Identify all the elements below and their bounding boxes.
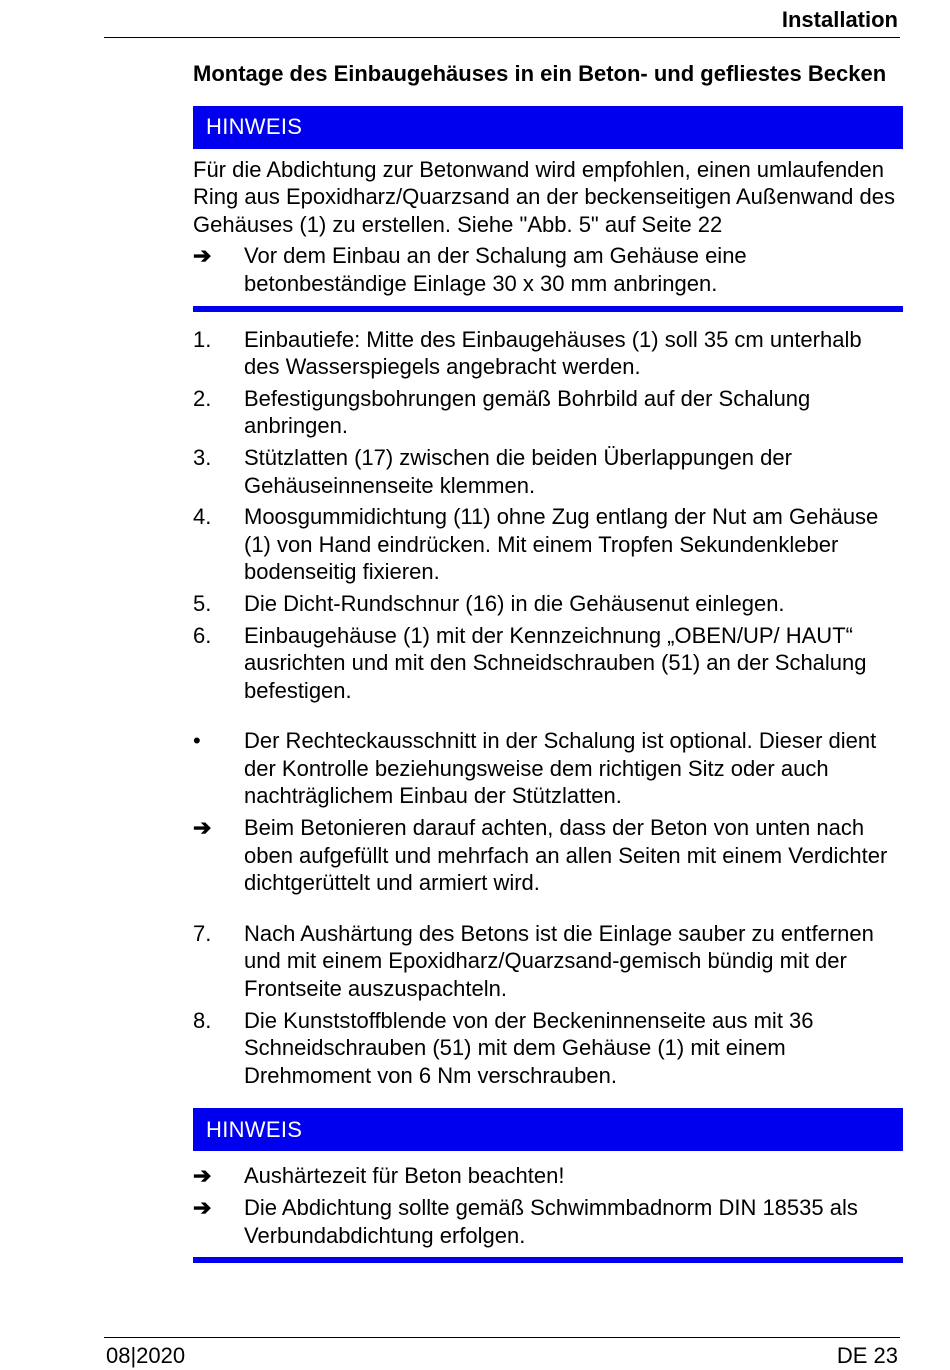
- step-text: Die Dicht-Rundschnur (16) in die Gehäusenut einlegen.: [244, 590, 785, 616]
- footer-date: 08|2020: [106, 1343, 186, 1368]
- notice-box-2: [193, 1108, 903, 1263]
- spacer: [193, 704, 903, 723]
- notice-label: HINWEIS: [206, 1117, 303, 1143]
- step-item: [193, 622, 903, 705]
- step-text: Nach Aushärtung des Betons ist die Einlage sauber zu entfernen und mit einem Epoxidharz/Quarzsand-gemisch bündig mit der Frontseite auszuspachteln.: [244, 920, 874, 1002]
- step-item: [193, 590, 903, 618]
- notice-body: [193, 1151, 903, 1249]
- arrow-right-icon: ➔: [193, 243, 212, 269]
- instruction-row: [193, 242, 903, 297]
- step-text: Einbautiefe: Mitte des Einbaugehäuses (1) soll 35 cm unterhalb des Wasserspiegels angebracht werden.: [244, 326, 862, 380]
- step-item: [193, 920, 903, 1003]
- page-content: [193, 60, 903, 1263]
- instruction-row: [193, 814, 903, 897]
- step-text: Die Kunststoffblende von der Beckeninnenseite aus mit 36 Schneidschrauben (51) mit dem Gehäuse (1) mit einem Drehmoment von 6 Nm verschrauben.: [244, 1007, 814, 1088]
- step-number: 5.: [193, 590, 212, 616]
- arrow-right-icon: ➔: [193, 1163, 212, 1189]
- instruction-text: Die Abdichtung sollte gemäß Schwimmbadnorm DIN 18535 als Verbundabdichtung erfolgen.: [244, 1195, 858, 1248]
- instruction-row: [193, 1194, 903, 1249]
- header-rule: [104, 37, 900, 38]
- step-list-b: [193, 920, 903, 1090]
- bullet-text: Der Rechteckausschnitt in der Schalung ist optional. Dieser dient der Kontrolle beziehungsweise dem richtigen Sitz oder auch nachträglichem Einbau der Stützlatten.: [244, 728, 877, 809]
- step-item: [193, 503, 903, 586]
- instruction-text: Aushärtezeit für Beton beachten!: [244, 1163, 565, 1189]
- instruction-text: Vor dem Einbau an der Schalung am Gehäuse eine betonbeständige Einlage 30 x 30 mm anbringen.: [244, 243, 747, 296]
- step-number: 3.: [193, 444, 212, 470]
- arrow-right-icon: ➔: [193, 1195, 212, 1220]
- step-item: [193, 385, 903, 440]
- step-text: Stützlatten (17) zwischen die beiden Überlappungen der Gehäuseinnenseite klemmen.: [244, 444, 792, 498]
- notice-label: HINWEIS: [206, 114, 303, 140]
- section-heading: Montage des Einbaugehäuses in ein Beton- und gefliestes Becken: [193, 61, 887, 86]
- step-item: [193, 1007, 903, 1090]
- step-item: [193, 444, 903, 499]
- step-number: 2.: [193, 385, 212, 411]
- notice-label-bar: [193, 106, 903, 149]
- spacer: [193, 1089, 903, 1108]
- step-number: 1.: [193, 326, 212, 352]
- notice-box-1: [193, 106, 903, 312]
- header-title: Installation: [781, 7, 898, 32]
- step-number: 4.: [193, 504, 212, 530]
- spacer: [193, 897, 903, 916]
- instruction-row: [193, 1162, 903, 1190]
- footer-rule: [104, 1337, 900, 1338]
- step-text: Moosgummidichtung (11) ohne Zug entlang der Nut am Gehäuse (1) von Hand eindrücken. Mit einem Tropfen Sekundenkleber bodenseitig fixieren.: [244, 504, 879, 585]
- bullet-item: [193, 727, 903, 810]
- notice-end-rule: [193, 306, 903, 312]
- arrow-right-icon: ➔: [193, 815, 212, 841]
- notice-body: [193, 149, 903, 298]
- step-list-a: [193, 326, 903, 705]
- step-text: Befestigungsbohrungen gemäß Bohrbild auf der Schalung anbringen.: [244, 385, 811, 439]
- instruction-text: Beim Betonieren darauf achten, dass der Beton von unten nach oben aufgefüllt und mehrfach an allen Seiten mit einem Verdichter dichtgerüttelt und armiert wird.: [244, 815, 888, 896]
- notice-text: Für die Abdichtung zur Betonwand wird empfohlen, einen umlaufenden Ring aus Epoxidharz/Quarzsand an der beckenseitigen Außenwand des Gehäuses (1) zu erstellen. Siehe "Abb. 5" auf Seite 22: [193, 156, 896, 237]
- notice-end-rule: [193, 1257, 903, 1263]
- step-number: 8.: [193, 1007, 212, 1033]
- step-number: 7.: [193, 920, 212, 946]
- step-item: [193, 326, 903, 381]
- bullet-icon: •: [193, 728, 201, 754]
- step-text: Einbaugehäuse (1) mit der Kennzeichnung „OBEN/UP/ HAUT“ ausrichten und mit den Schneidschrauben (51) an der Schalung befestigen.: [244, 622, 867, 703]
- step-number: 6.: [193, 622, 212, 648]
- footer-page-number: DE 23: [836, 1343, 898, 1368]
- notice-label-bar: [193, 1108, 903, 1151]
